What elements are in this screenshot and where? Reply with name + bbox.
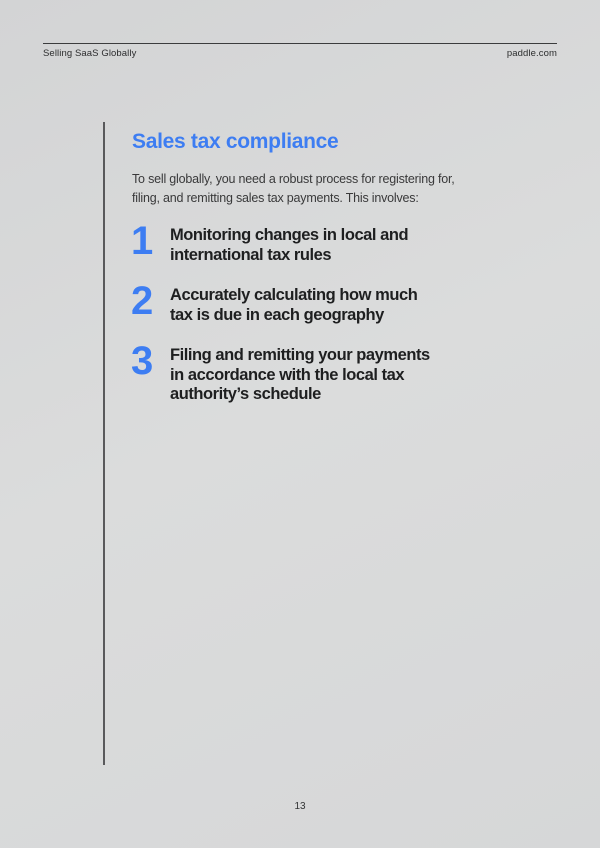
list-item-number: 2 [131,279,153,323]
numbered-list-item [131,279,418,325]
list-item-text [170,343,430,405]
list-item-number: 3 [131,339,153,383]
intro-paragraph [132,170,455,208]
list-item-text-line: international tax rules [170,245,332,264]
page-number: 13 [294,801,306,812]
numbered-list-item [131,219,409,265]
section-accent-rule [103,122,105,765]
list-item-text-line: Accurately calculating how much [170,286,418,304]
header-divider [43,43,557,44]
list-item-text-line: Monitoring changes in local and [170,226,409,244]
section-title: Sales tax compliance [132,130,339,153]
intro-line: filing, and remitting sales tax payments. This involves: [132,191,419,205]
list-item-text-line: in accordance with the local tax [170,365,405,384]
header-site-link[interactable]: paddle.com [506,48,557,59]
intro-line: To sell globally, you need a robust process for registering for, [132,172,455,186]
header-doc-title: Selling SaaS Globally [43,48,137,59]
list-item-text [170,223,408,265]
numbered-list-item [131,339,430,405]
list-item-text-line: tax is due in each geography [170,305,384,324]
list-item-text-line: authority’s schedule [170,385,321,403]
list-item-text [170,283,417,325]
list-item-text-line: Filing and remitting your payments [170,346,430,364]
list-item-number: 1 [131,219,153,263]
